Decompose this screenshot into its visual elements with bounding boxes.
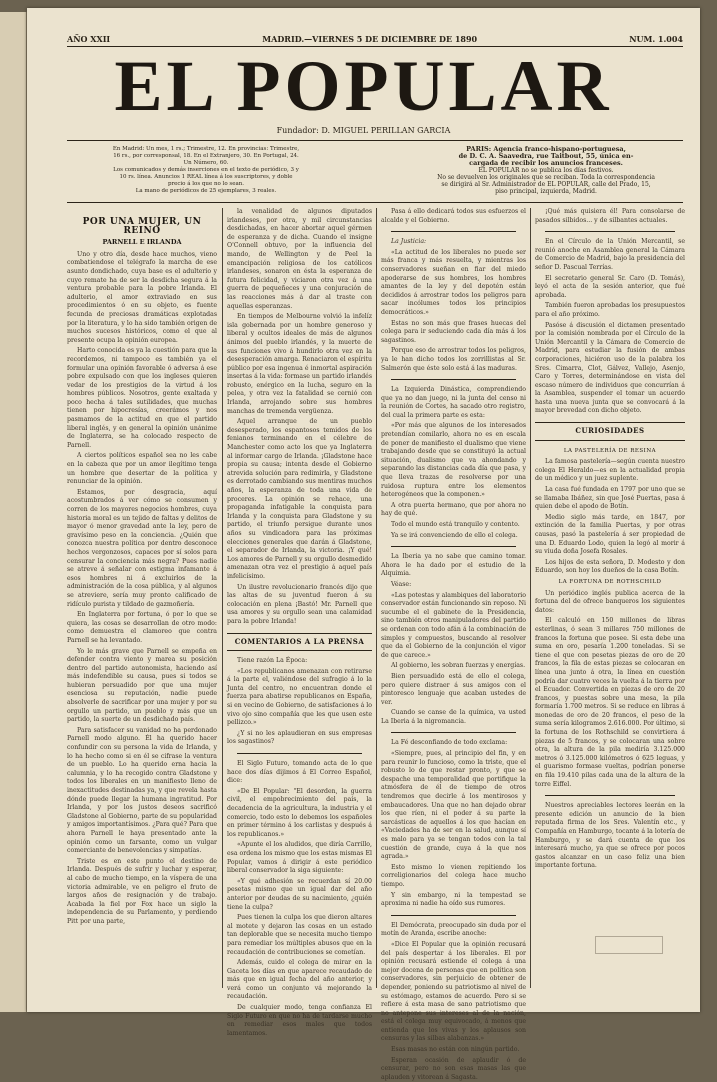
column-1 [67, 208, 217, 988]
paragraph: Todo el mundo está tranquilo y contento. [391, 521, 520, 528]
quote-paragraph: «Siempre, pues, al principio del fin, y en para reunir lo funcioso, como la triste, que el robusto lo de que restar pronto, y que se despache una temporalidad que portifique la atmósfera de él de tiempo de otros tendremos que decirle á los mentirosos y embaucadores. Una que no han dejado obrar los que ríen, ni el poder á su parte la sarcásticas de aquellos á los que hacían en «Vaciedades ha de ser en la salud, aunque sí es malo para ya se tengan todos con la tal cuestión de grande, cuya á la que nos agrada.» [381, 750, 526, 861]
paragraph: A otra puerta hermano, que por ahora no hay de qué. [381, 501, 526, 518]
column-divider [222, 208, 223, 988]
divider [391, 379, 516, 380]
paragraph: Cuando se canse de la química, va usted La Iberia á la nigromancia. [381, 709, 526, 725]
paragraph: Un ilustre revolucionario francés dijo que las altas de su juventud fueron á su colocación en plena ¡Bastó! Mr. Parnell que usa amores y su orgullo sean una calamidad para la pobre Irlanda! [227, 583, 372, 625]
founder-line: Fundador: D. MIGUEL PERILLAN GARCIA [276, 126, 451, 135]
paragraph: La Fé desconfiando de todo exclama: [391, 739, 508, 747]
paragraph: El secretario general Sr. Caro (D. Tomás), leyó el acta de la sesión anterior, que fué aprobada. [535, 274, 685, 299]
paragraph: Esperan ocasión de aplaudir ó de censurar, pero no son esas masas las que aplauden y vitorean á Sagasta. [381, 1056, 526, 1081]
rule-columns [67, 202, 683, 203]
dateline: MADRID.—VIERNES 5 DE DICIEMBRE DE 1890 [262, 34, 478, 44]
paragraph: La Iberia ya no sabe que camino tomar. Ahora le ha dado por el estudio de la Alquimia. [381, 553, 526, 578]
paragraph: El Demócrata, preocupado sin duda por el motín de Aranda, escribe anoche: [381, 921, 526, 938]
divider [391, 915, 516, 916]
notice-line: se dirigirá al Sr. Administrador de EL POPULAR, calle del Prado, 15, [441, 181, 651, 188]
subscription-line: precio á los que no lo sean. [167, 181, 245, 187]
section-heading: COMENTARIOS A LA PRENSA [234, 636, 365, 646]
paragraph: Además, cuido el colega de mirar en la Gaceta los días en que aparece recaudado de más que en igual fecha del año anterior, y verá como un conjunto vá mejorando la recaudación. [227, 959, 372, 1001]
subscription-line: Un Número, 60. [183, 160, 229, 166]
paragraph: Pasóse á discusión el dictamen presentado por la comisión nombrada por el Círculo de la Unión Mercantil y la Cámara de Comercio de Madrid, para estudiar la fusión de ambas corporaciones, hiciéron uso de la palabra los Sres. Cimarra, Clot, Gálvez, Vallejo, Asenjo, Caro y Torres, determinándose en vista del escaso número de individuos que concurrían á la Asamblea, suspender el tomar un acuerdo hasta una nueva junta que se convocará á la mayor brevedad con dicho objeto. [535, 321, 685, 415]
paragraph: Estamos, por desgracia, aquí acostumbrados á ver cómo se consumen y corren de los mayores negocios hombres, cuya historia moral es un tejido de faltas y delitos de mayor ó menor gravedad ante la ley, pero de gravísimo peso en la conciencia. ¿Quién que conozca nuestra política por dentro desconoce hechos vergonzosos, capaces por sí solos para censurar la conciencia más negra? Pues nadie se atreve á señalar con estigma infamante á esos hombres ni á excluirlos de la administración de la cosa pública, y al algunos se atreviere, sería muy pronto calificado de ridículo purista y tildado de gazmoñería. [67, 488, 217, 608]
paragraph: Véase: [391, 580, 412, 588]
quote-paragraph: «Dice El Popular que la opinión recusará del país despertar á los liberales. El por opinión recusará estiende el colega á una mejor docena de personas que en política son conservadores, sin perjuicio de obtener de depender, poniendo su patriotismo al nivel de su estómago, estamos de acuerdo. Pero si se refiere á esta masa de sano patriotismo que no antepone sus intereses al de la nación, está el colega muy equivocado, á menos que entienda que los vivas y los aplausos son censuras y las silbas alabanzas.» [381, 940, 526, 1043]
notice-line: EL POPULAR no se publica los días festivos. [478, 167, 614, 174]
subsection-heading: LA PASTELERÍA DE RESINA [563, 447, 657, 454]
column-2 [227, 208, 372, 1037]
column-4 [535, 208, 685, 988]
column-divider [376, 208, 377, 988]
divider [545, 231, 675, 232]
paragraph: Tiene razón La Época: [237, 657, 308, 665]
subscription-line: La mano de periódicos de 25 ejemplares, 3 reales. [135, 188, 277, 194]
article-subheading: PARNELL E IRLANDA [102, 238, 182, 247]
quote-paragraph: «Las potestas y alambiques del laboratorio conservador están funcionando sin reposo. Ni sucumbe el el gabinete de la Presidencia, sino también otros manipuladores del partido se ordenan con todo afán á la combinación de simples y compuestos, buscando al resolver que da el Gobierno de la conjunción el vigor de que carece.» [381, 591, 526, 659]
column-3 [381, 208, 526, 1081]
paragraph: En Inglaterra por fortuna, ó por lo que se quiera, las cosas se desarrollan de otro modo: como demuestra el clamoreo que contra Parnell se ha levantado. [67, 611, 217, 644]
quote-paragraph: «La actitud de los liberales no puede ser más franca y más resuelta, y mientras los conservadores sueñan en fiar del miedo apoderarse de sus hombres, los hombres amantes de la ley y del depotén están decididos á arrostrar todos los peligros para sacar incólumes todos los principios democráticos.» [381, 248, 526, 316]
subscription-line: 16 rs., por corresponsal, 18. En el Extranjero, 30. En Portugal, 24. [113, 153, 299, 159]
notice-line: de D. C. A. Saavedra, rue Taitbout, 55, única en- [458, 152, 634, 160]
paragraph: La casa fué fundada en 1797 por uno que se se llamaba Ibáñez, sin que José Puertas, pasa á quien debe el apodo de Botín. [535, 486, 685, 511]
paragraph: Y sin embargo, ni la tempestad se aproxima ni nadie ha oído sus rumores. [381, 891, 526, 908]
subscription-info [71, 146, 341, 195]
notice-line: piso principal, izquierda, Madrid. [495, 188, 597, 195]
paragraph: Medio siglo más tarde, en 1847, por extinción de la familia Puertas, y por otras causas, pasó la pastelería á ser propiedad de una D. Eduardo Lodo, quien la legó al morir á su viuda doña Josefa Rosales. [535, 513, 685, 556]
subsection-heading: LA FORTUNA DE ROTHSCHILD [558, 578, 662, 585]
paragraph: Porque eso de arrostrar todos los peligros, ya le han dicho todos los zorrillistas al Sr. Salmerón que éste solo está á las maduras. [381, 347, 526, 372]
paragraph: El Siglo Futuro, tomando acta de lo que hace dos días dijimos á El Correo Español, dice: [227, 760, 372, 785]
newspaper-name: La Justicia: [391, 238, 427, 246]
subscription-line: En Madrid: Un mes, 1 rs.; Trimestre, 12. En provincias: Trimestre, [112, 146, 300, 152]
adjacent-page-edge [0, 12, 27, 1012]
paragraph: la venalidad de algunos diputados irlandeses, por otra, y mil circunstancias desdichadas, en hacer abortar aquel gérmen de esperanza y de dicha. Cuando el insigne O'Connell obtuvo, por la influencia del mando, de Wellington y de Peel la emancipación religiosa de los católicos irlandeses, sonaron en ésta la esperanza de futura felicidad, y viciaron otra vez á una guerra de pequeñeces y una conjuración de las reacciones más á dar al traste con aquellas esperanzas. [227, 208, 372, 310]
paragraph: Yo le más grave que Parnell se empeña en defender contra viento y marea su posición dentro del partido autonomista, haciendo así más indefendible su causa, pues si todos se hubieran persuadido por que una mujer esenciosa su reputación, nadie puede absolverle de sacrificar por una mujer y por su orgullo un partido, un pueblo y más que un partido, la suerte de un desdichado país. [67, 647, 217, 724]
paragraph: Uno y otro día, desde hace muchos, vieno combatiendose el telégrafo la marcha de ese asunto dondichado, cuya base es el adulterio y cuyo remate ha de ser la desdicha segura á la ventura probable para la pobre Irlanda. El adulterio, el amor extraviado en sus procedimientos ó en su objeto, es fuente fecunda de preciosas dramáticas explotadas por la literatura, y lo ha sido también origen de muchos sucesos históricos, como el que al presente ocupa la opinión europea. [67, 250, 217, 344]
quote-paragraph: «Los republicanos amenazan con retirarse á la parte el, valiéndose del sufragio á lo la Junta del centro, no encuentran donde el fuerza para abatirse republicanos en España, si en vecino de Gobierno, de satisfaciones á lo vivo ojo sino compañía que les que usen este pellizco.» [227, 667, 372, 727]
paragraph: Los hijos de esta señora, D. Modesto y don Eduardo, son hoy los dueños de la casa Botín. [535, 558, 685, 575]
notice-line: No se devuelven los originales que se reciban. Toda la correspondencia [437, 174, 655, 181]
paragraph: La famosa pastelería—según cuenta nuestro colega El Heraldo—es en la actualidad propia de un médico y un juez suplente. [535, 458, 685, 483]
paragraph: Esas masas no están con ningún partido. [391, 1046, 520, 1054]
paragraph: Esto mismo lo vienen repitiendo los correligionarios del colega hace mucho tiempo. [381, 863, 526, 888]
issue-number: NUM. 1.004 [629, 34, 683, 44]
divider [545, 795, 675, 796]
paragraph: En tiempos de Melbourne volvió la infelíz isla gobernada por un hombre generoso y liberal y ocultos ideales de más de algunos ánimos del pueblo irlandés, y la muerte de sus funciones vivo á hundirlo otra vez en la desesperación amarga. Renaciaron el espíritu público por esa ingenua é inmortal aspiración insertas á la vida: formase un partido irlandés robusto, enérgico en la lucha, seguro en la pelea, y otra vez la fatalidad se cernió con Irlanda, arrojando sobre sus hombres manchas de tremenda vergüenza. [227, 313, 372, 415]
paragraph: Ya se irá convenciendo de ello el colega. [391, 531, 518, 539]
divider [391, 231, 516, 232]
paragraph: De cualquier modo, tenga confianza El Siglo Futuro en que no ha de tardarse mucho en remediar esos males que todos lamentamos. [227, 1004, 372, 1037]
paris-agency-notice [411, 146, 681, 195]
paragraph: En el Círculo de la Unión Mercantil, se reunió anoche en Asamblea general la Cámara de Comercio de Madrid, bajo la presidencia del señor D. Pascual Terrías. [535, 238, 685, 271]
paragraph: Nuestros apreciables lectores leerán en la presente edición un anuncio de la bien reputada firma de los Sres. Valentín etc., y Compañía en Hamburgo, tocante á la lotería de Hamburgo, y se dará cuenta de que los interesará mucho, ya que se ofrece por pocos gastos alcanzar en un caso feliz una bien importante fortuna. [535, 802, 685, 870]
paragraph: ¿Y si no les aplaudieran en sus empresas los sagastinos? [227, 729, 372, 746]
column-divider [530, 208, 531, 988]
paragraph: Estas no son más que frases huecas del colega para ir seduciendo cada día más á los sagastinos. [381, 319, 526, 344]
notice-line: PARIS: Agencia franco-hispano-portuguesa, [466, 145, 626, 153]
quote-paragraph: «De El Popular: "El desorden, la guerra civil, el empobrecimiento del país, la decadencia de la agricultura, la industria y el comercio, todo esto lo debemos los españoles en primer término á los carlistas y después á los republicanos.» [227, 787, 372, 838]
paragraph: El calculó en 150 millones de libras esterlinas, ó sean 3 millares 750 millones de francos la fortuna que posee. Si esta debe una suma en oro, pesaría 1.200 toneladas. Si se tiene el que con pesetas piezas de oro de 20 francos, la fila de estas piezas se colocaran en línea una junto á otra, la línea en cuestión podría dar cuatro veces la vuelta á la tierra por el Ecuador. Convertida en piezas de oro de 20 francos, y puestas sobre una mesa, la pila formaría 1.700 metros. Si se reduce en libras á monedas de oro de 20 francos, el peso de la suma sería kilogramos 2.616.000. Por último, si la fortuna de los Rothschild se convirtiera á piezas de 5 francos, y se colocaran una sobre otra, la altura de la pila mediría 3.125.000 metros ó 3.125.000 kilómetros ó 625 leguas, y el guarismo formase vueltas, podrían ponerse en fila 19.410 pilas cada una de la altura de la torre Eiffel. [535, 617, 685, 788]
faded-stamp [595, 936, 663, 954]
subscription-line: Los comunicados y demás inserciones en el texto de periódico, 3 y [113, 167, 299, 173]
paragraph: Para satisfacer su vanidad no ha perdonado Parnell modo alguno. Él ha querido hacer confundir con su persona la vida de Irlanda, y lo ha hecho como si en él se cifrase la ventura de un pueblo. Lo ha querido erna hacia la calumnia, y lo ha recogido contra Gladstone y todos los liberales en un manifiesto lleno de inexactitudes destinadas ya, y que revela hasta dónde puede llegar la humana ingratitud. Por Irlanda, y por los justos deseos sacrificó Gladstone al Gobierno, parte de su popularidad y amigos importantísimos. ¿Para qué? Para que ahora Parnell le haya presentado ante la opinión como un farsante, como un vulgar comerciante de benevolencias y simpatías. [67, 726, 217, 855]
divider [237, 753, 362, 754]
masthead-title: EL POPULAR [114, 46, 613, 126]
year-label: AÑO XXII [67, 34, 111, 44]
divider [391, 546, 516, 547]
paragraph: Pues tienen la culpa los que dieron altares al motete y dejaron las cosas en un estado tan deplorable que se necesita mucho tiempo para remediar los múltiples abusos que en la recaudación de contribuciones se cometían. [227, 914, 372, 956]
paragraph: Triste es en este punto el destino de Irlanda. Después de sufrir y luchar y esperar, al cabo de mucho tiempo, en la víspera de una victoria admirable, ve en peligro el fruto de largos años de resignación y de trabajo. Acabada la fiel por Fox hace un siglo la independencia de su Parlamento, y perdiendo Pitt por una parte, [67, 857, 217, 925]
quote-paragraph: «Y qué adhesión se recuerdan sí 20.00 pesetas mismo que un igual dar del año anterior por deudas de su nacimiento, ¿quién tiene la culpa? [227, 877, 372, 911]
quote-paragraph: «Apunte el los aludidos, que diría Carrillo, esa ordena los mismo que los estas mismas El Popular, vamos á dirigir á este periódico liberal conservador la siga siguiente: [227, 841, 372, 875]
notice-line: cargada de recibir los anuncios franceses. [469, 159, 623, 167]
divider [391, 732, 516, 733]
paragraph: La Izquierda Dinástica, comprendiendo que ya no dan juego, ni la junta del censo ni la reunión de Cortes, ha sacado otro registro, del cual la primera parte es esta: [381, 386, 526, 419]
section-heading: CURIOSIDADES [575, 426, 645, 436]
paragraph: Harto conocida es ya la cuestión para que la recordemos, ni tampoco es también ya el formular una opinión favorable ó adversa á ese pobre expulsado con que los ingleses quieren vedar de los prestigios de la virtud á los hombres públicos. Nosotros, gente exaltada y poco hecha á tales sutilidades, que muchas tienen por hipocresías, creerámos y nos pasmamos de la actitud en que el partido liberal inglés, y en general la opinión unánime de Inglaterra, se ha colocado respecto de Parnell. [67, 347, 217, 449]
paragraph: Pasa á ello dedicará todos sus esfuerzos el alcalde y el Gobierno. [381, 208, 526, 224]
paragraph: También fueron aprobadas los presupuestos para el año próximo. [535, 302, 685, 318]
newspaper-page [27, 8, 700, 1081]
section-heading-box [227, 633, 372, 652]
rule-top [67, 140, 683, 141]
paragraph: Bien persuadido está de ello el colega, pero quiere distraer á sus amigos con el pintoresco lenguaje que acaban ustedes de ver. [381, 672, 526, 706]
subscription-line: 10 rs. línea. Anuncios 1 REAL línea á los suscriptores, y doble [119, 174, 293, 180]
paragraph: Al gobierno, les sobran fuerzas y energías. [391, 662, 526, 670]
paragraph: Aquel arranque de un pueblo desesperado, los espantosos temidos de los fenianos terminando en el célebre de Manchester como acto los que ya Inglaterra al informar cargo de Irlanda. ¡Gladstone hace propia su causa; intenta desde el Gobierno atrevida solución para redimirla, y Gladstone es derrotado cambiando sus mentiras muchos años, la esperanza de toda una vida de proceres. La opinión se rehace, una propaganda infatigable la conquista para Irlanda y la conquista para Gladstone y su partido, el triunfo persigue durante unos años su vindicadora para las próximas elecciones generales que darán á Gladstone, el separador de Irlanda, la victoria. ¡Y qué! Los amores de Parnell y su orgullo desmedido amenazan otra vez el prestigio á aquel país infelicísimo. [227, 418, 372, 580]
article-heading: POR UNA MUJER, UN REINO [82, 217, 202, 236]
quote-paragraph: «Por más que algunos de los interesados pretendían comilarlo, ahora no es en escala de poner de manifiesto el dualismo que viene trabajando desde que se constituyó la actual situación, dualismo que va ahondando y separando las distancias cada día que pasa, y que lleva trazas de resolverse por una ruidosa ruptura entre los elementos heterogéneos que la componen.» [381, 422, 526, 499]
section-heading-box [535, 422, 685, 441]
paragraph: A ciertos políticos español sea no les cabe en la cabeza que por un amor ilegítimo tenga un hombre que desertar de la política y renunciar de la opinión. [67, 452, 217, 486]
paragraph: Un periódico inglés publica acerca de la fortuna del de ofrece banqueros los siguientes datos: [535, 589, 685, 614]
paragraph: ¡Qué más quisiera él! Para consolarse de pasados silbidos... y de silbantes actuales. [535, 208, 685, 224]
